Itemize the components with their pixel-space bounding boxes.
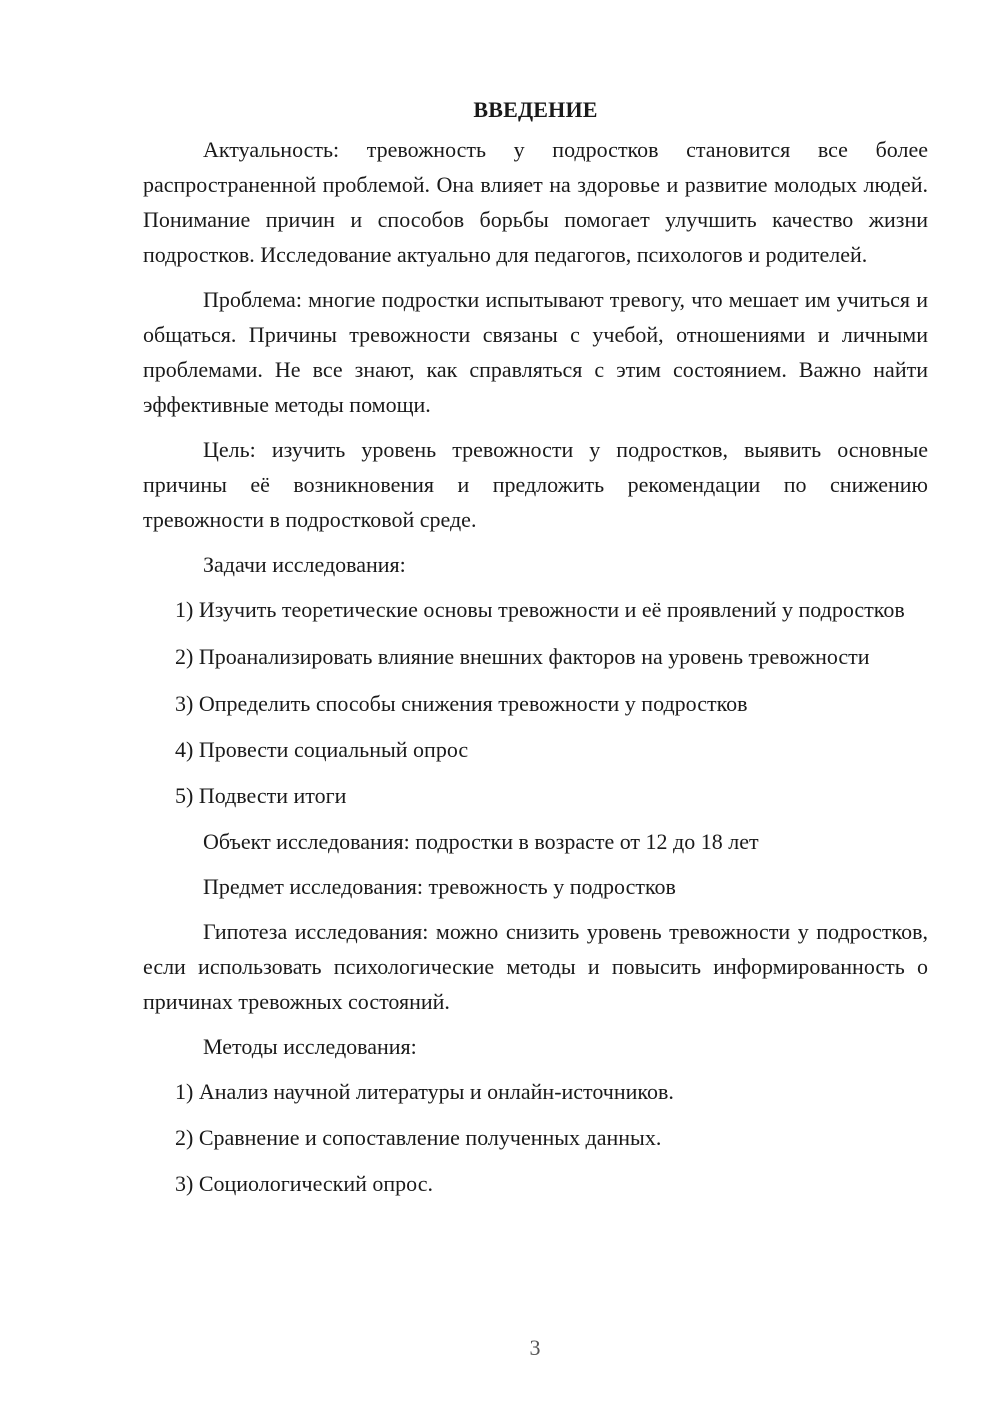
page-number: 3 bbox=[529, 1335, 541, 1360]
list-item: 5) Подвести итоги bbox=[175, 783, 347, 808]
hypothesis-paragraph: Гипотеза исследования: можно снизить уровень тревожности у подростков, если использовать психологические методы и повысить информированность о причинах тревожных состояний. bbox=[143, 919, 928, 1014]
list-item: 1) Анализ научной литературы и онлайн-источников. bbox=[175, 1079, 674, 1104]
methods-list bbox=[143, 1074, 928, 1201]
goal-paragraph: Цель: изучить уровень тревожности у подростков, выявить основные причины её возникновения и предложить рекомендации по снижению тревожности в подростковой среде. bbox=[143, 437, 928, 532]
methods-heading: Методы исследования: bbox=[203, 1034, 417, 1059]
section-title: ВВЕДЕНИЕ bbox=[473, 97, 598, 122]
list-item: 3) Определить способы снижения тревожности у подростков bbox=[175, 691, 748, 716]
problem-paragraph: Проблема: многие подростки испытывают тревогу, что мешает им учиться и общаться. Причины тревожности связаны с учебой, отношениями и личными проблемами. Не все знают, как справляться с этим состоянием. Важно найти эффективные методы помощи. bbox=[143, 287, 928, 417]
tasks-list bbox=[143, 592, 928, 813]
subject-paragraph: Предмет исследования: тревожность у подростков bbox=[203, 874, 676, 899]
list-item: 4) Провести социальный опрос bbox=[175, 737, 469, 762]
list-item: 1) Изучить теоретические основы тревожности и её проявлений у подростков bbox=[175, 597, 905, 622]
object-paragraph: Объект исследования: подростки в возрасте от 12 до 18 лет bbox=[203, 829, 759, 854]
list-item: 3) Социологический опрос. bbox=[175, 1171, 433, 1196]
list-item: 2) Сравнение и сопоставление полученных данных. bbox=[175, 1125, 662, 1150]
document-page bbox=[143, 92, 928, 1212]
tasks-heading: Задачи исследования: bbox=[203, 552, 406, 577]
relevance-paragraph: Актуальность: тревожность у подростков становится все более распространенной проблемой. Она влияет на здоровье и развитие молодых людей. Понимание причин и способов борьбы помогает улучшить качество жизни подростков. Исследование актуально для педагогов, психологов и родителей. bbox=[143, 137, 928, 267]
list-item: 2) Проанализировать влияние внешних факторов на уровень тревожности bbox=[175, 644, 870, 669]
